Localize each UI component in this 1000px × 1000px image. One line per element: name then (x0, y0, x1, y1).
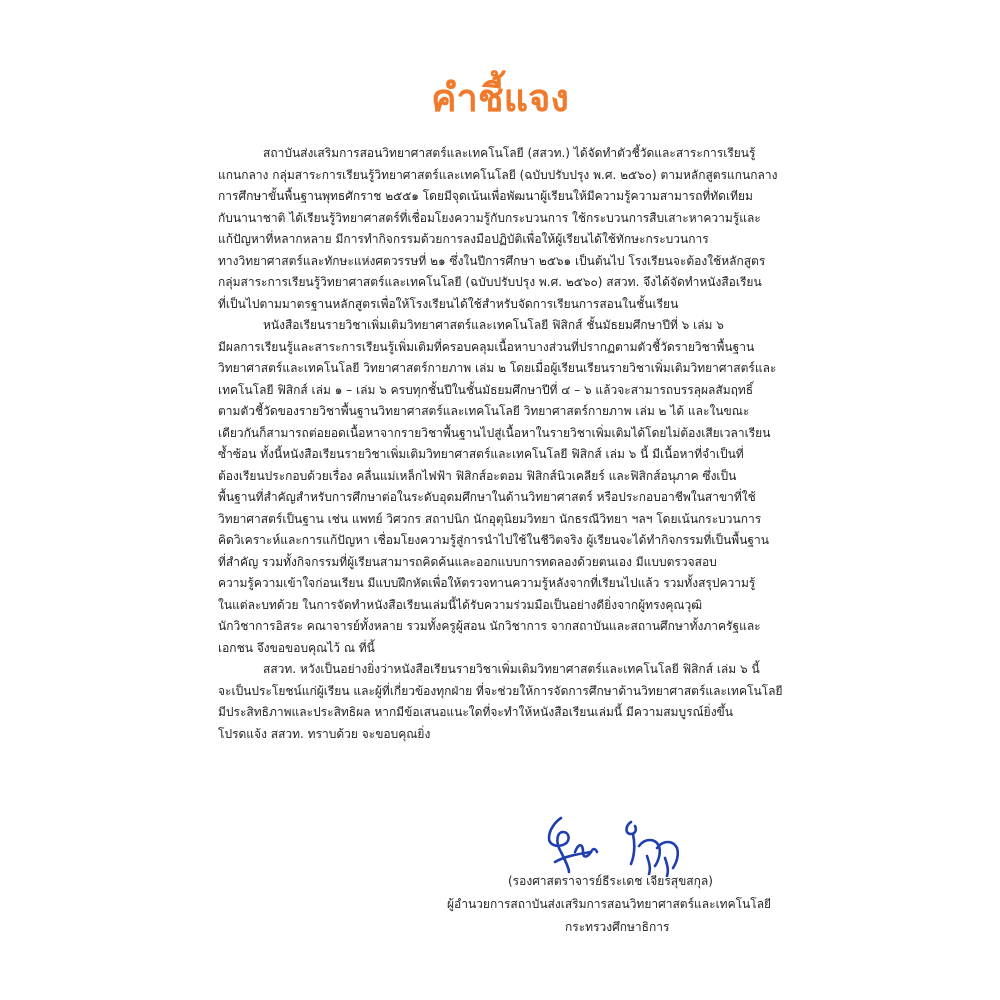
paragraph-1-line: แก้ปัญหาที่หลากหลาย มีการทำกิจกรรมด้วยการลงมือปฏิบัติเพื่อให้ผู้เรียนได้ใช้ทักษะกระบวนการ (218, 232, 709, 246)
paragraph-2-line: คิดวิเคราะห์และการแก้ปัญหา เชื่อมโยงความรู้สู่การนำไปใช้ในชีวิตจริง ผู้เรียนจะได้ทำกิจกรรมที่เป็นพื้นฐาน (218, 533, 769, 547)
paragraph-2-line: ที่สำคัญ รวมทั้งกิจกรรมที่ผู้เรียนสามารถคิดค้นและออกแบบการทดลองด้วยตนเอง มีแบบตรวจสอบ (218, 554, 717, 569)
paragraph-3-line: มีประสิทธิภาพและประสิทธิผล หากมีข้อเสนอแนะใดที่จะทำให้หนังสือเรียนเล่มนี้ มีความสมบูรณ์ยิ่งขึ้น (218, 705, 733, 719)
paragraph-2-line: เดียวกันก็สามารถต่อยอดเนื้อหาจากรายวิชาพื้นฐานไปสู่เนื้อหาในรายวิชาเพิ่มเติมได้โดยไม่ต้องเสียเวลาเรียน (218, 425, 771, 440)
paragraph-3-line: จะเป็นประโยชน์แก่ผู้เรียน และผู้ที่เกี่ยวข้องทุกฝ่าย ที่จะช่วยให้การจัดการศึกษาด้านวิทยาศาสตร์และเทคโนโลยี (218, 683, 783, 698)
signatory-position: ผู้อำนวยการสถาบันส่งเสริมการสอนวิทยาศาสตร์และเทคโนโลยี (447, 897, 772, 911)
paragraph-2-line: นักวิชาการอิสระ คณาจารย์ทั้งหลาย รวมทั้งครูผู้สอน นักวิชาการ จากสถาบันและสถานศึกษาทั้งภาครัฐและ (218, 619, 761, 633)
paragraph-2-line: วิทยาศาสตร์และเทคโนโลยี วิทยาศาสตร์กายภาพ เล่ม ๒ โดยเมื่อผู้เรียนเรียนรายวิชาเพิ่มเติมวิทยาศาสตร์และ (218, 361, 777, 375)
paragraph-2-line: ตามตัวชี้วัดของรายวิชาพื้นฐานวิทยาศาสตร์และเทคโนโลยี วิทยาศาสตร์กายภาพ เล่ม ๒ ได้ และในขณะ (218, 404, 750, 418)
paragraph-3-line: โปรดแจ้ง สสวท. ทราบด้วย จะขอบคุณยิ่ง (218, 726, 431, 741)
paragraph-2-line: ซ้ำซ้อน ทั้งนี้หนังสือเรียนรายวิชาเพิ่มเติมวิทยาศาสตร์และเทคโนโลยี ฟิสิกส์ เล่ม ๖ นี้ มีเนื้อหาที่จำเป็นที่ (218, 447, 744, 461)
paragraph-1-line: ที่เป็นไปตามมาตรฐานหลักสูตรเพื่อให้โรงเรียนได้ใช้สำหรับจัดการเรียนการสอนในชั้นเรียน (218, 296, 679, 311)
body-text (218, 143, 790, 745)
paragraph-2-line: ความรู้ความเข้าใจก่อนเรียน มีแบบฝึกหัดเพื่อให้ตรวจทานความรู้หลังจากที่เรียนไปแล้ว รวมทั้งสรุปความรู้ (218, 576, 756, 590)
paragraph-2-line: เอกชน จึงขอขอบคุณไว้ ณ ที่นี้ (218, 640, 375, 655)
paragraph-3-line: สสวท. หวังเป็นอย่างยิ่งว่าหนังสือเรียนรายวิชาเพิ่มเติมวิทยาศาสตร์และเทคโนโลยี ฟิสิกส์ เล่ม ๖ นี้ (263, 662, 760, 676)
paragraph-2-line: ต้องเรียนประกอบด้วยเรื่อง คลื่นแม่เหล็กไฟฟ้า ฟิสิกส์อะตอม ฟิสิกส์นิวเคลียร์ และฟิสิกส์อนุภาค ซึ่งเป็น (218, 468, 737, 483)
paragraph-2-line: ในแต่ละบทด้วย ในการจัดทำหนังสือเรียนเล่มนี้ได้รับความร่วมมือเป็นอย่างดียิ่งจากผู้ทรงคุณวุฒิ (218, 597, 703, 612)
paragraph-2-line: มีผลการเรียนรู้และสาระการเรียนรู้เพิ่มเติมที่ครอบคลุมเนื้อหาบางส่วนที่ปรากฏตามตัวชี้วัดรายวิชาพื้นฐาน (218, 339, 755, 354)
paragraph-1-line: ทางวิทยาศาสตร์และทักษะแห่งศตวรรษที่ ๒๑ ซึ่งในปีการศึกษา ๒๕๖๑ เป็นต้นไป โรงเรียนจะต้องใช้หลักสูตร (218, 253, 766, 268)
paragraph-1-line: กับนานาชาติ ได้เรียนรู้วิทยาศาสตร์ที่เชื่อมโยงความรู้กับกระบวนการ ใช้กระบวนการสืบเสาะหาความรู้และ (218, 210, 761, 225)
paragraph-2-line: หนังสือเรียนรายวิชาเพิ่มเติมวิทยาศาสตร์และเทคโนโลยี ฟิสิกส์ ชั้นมัธยมศึกษาปีที่ ๖ เล่ม ๖ (263, 318, 724, 332)
paragraph-2-line: วิทยาศาสตร์เป็นฐาน เช่น แพทย์ วิศวกร สถาปนิก นักอุตุนิยมวิทยา นักธรณีวิทยา ฯลฯ โดยเน้นกระบวนการ (218, 511, 762, 526)
paragraph-1-line: แกนกลาง กลุ่มสาระการเรียนรู้วิทยาศาสตร์และเทคโนโลยี (ฉบับปรับปรุง พ.ศ. ๒๕๖๐) ตามหลักสูตรแกนกลาง (218, 167, 778, 182)
signature-image (535, 812, 695, 877)
paragraph-1-line: กลุ่มสาระการเรียนรู้วิทยาศาสตร์และเทคโนโลยี (ฉบับปรับปรุง พ.ศ. ๒๕๖๐) สสวท. จึงได้จัดทำหนังสือเรียน (218, 275, 762, 289)
signatory-organization: กระทรวงศึกษาธิการ (565, 920, 670, 934)
signatory-name: (รองศาสตราจารย์ธีระเดช เจียรสุขสกุล) (508, 874, 713, 888)
page-title: คำชี้แจง (431, 76, 569, 120)
paragraph-2-line: เทคโนโลยี ฟิสิกส์ เล่ม ๑ – เล่ม ๖ ครบทุกชั้นปีในชั้นมัธยมศึกษาปีที่ ๔ – ๖ แล้วจะสามารถบรรลุผลสัมฤทธิ์ (218, 382, 754, 397)
signature-block (400, 870, 790, 939)
paragraph-1-line: การศึกษาขั้นพื้นฐานพุทธศักราช ๒๕๕๑ โดยมีจุดเน้นเพื่อพัฒนาผู้เรียนให้มีความรู้ความสามารถที่ทัดเทียม (218, 189, 753, 203)
paragraph-1-line: สถาบันส่งเสริมการสอนวิทยาศาสตร์และเทคโนโลยี (สสวท.) ได้จัดทำตัวชี้วัดและสาระการเรียนรู้ (263, 146, 756, 160)
paragraph-2-line: พื้นฐานที่สำคัญสำหรับการศึกษาต่อในระดับอุดมศึกษาในด้านวิทยาศาสตร์ หรือประกอบอาชีพในสาขาที่ใช้ (218, 490, 756, 504)
